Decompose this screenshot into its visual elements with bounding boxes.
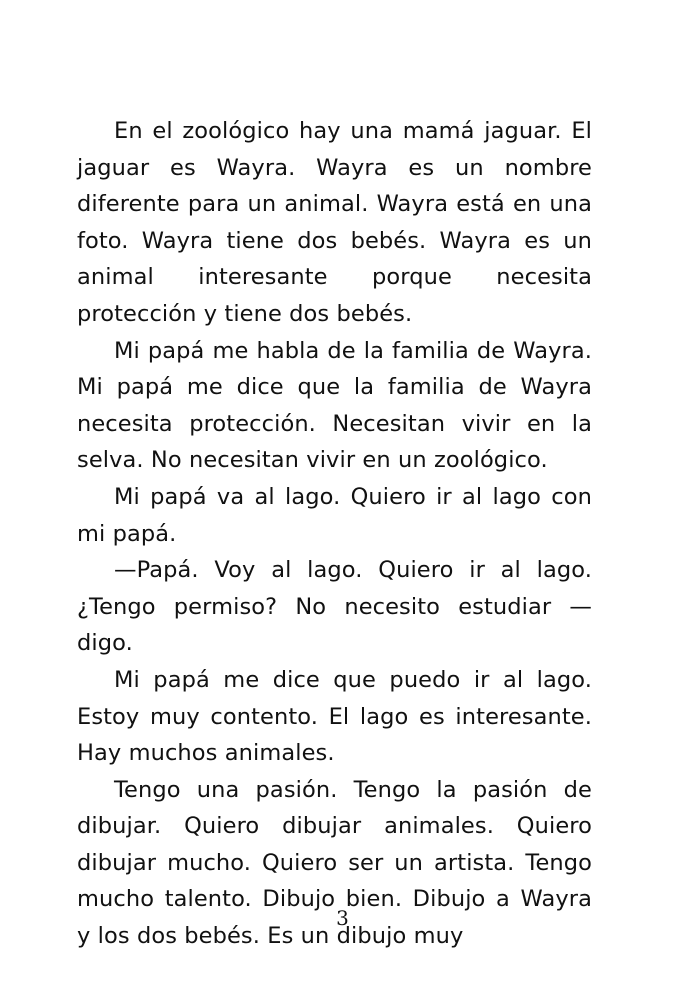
story-text [77, 113, 592, 955]
paragraph-6: Tengo una pasión. Tengo la pasión de dibujar. Quiero dibujar animales. Quiero dibujar mucho. Quiero ser un artista. Tengo mucho talento. Dibujo bien. Dibujo a Wayra y los dos bebés. Es un dibujo muy [77, 776, 592, 950]
page-number: 3 [336, 906, 349, 930]
paragraph-2: Mi papá me habla de la familia de Wayra. Mi papá me dice que la familia de Wayra necesita protección. Necesitan vivir en la selva. No necesitan vivir en un zoológico. [77, 337, 592, 474]
paragraph-3: Mi papá va al lago. Quiero ir al lago con mi papá. [77, 483, 592, 547]
paragraph-4: —Papá. Voy al lago. Quiero ir al lago. ¿Tengo permiso? No necesito estudiar —digo. [77, 557, 592, 657]
paragraph-5: Mi papá me dice que puedo ir al lago. Estoy muy contento. El lago es interesante. Hay muchos animales. [77, 666, 592, 767]
paragraph-1: En el zoológico hay una mamá jaguar. El jaguar es Wayra. Wayra es un nombre diferente para un animal. Wayra está en una foto. Wayra tiene dos bebés. Wayra es un animal interesante porque necesita protección y tiene dos bebés. [77, 118, 592, 327]
